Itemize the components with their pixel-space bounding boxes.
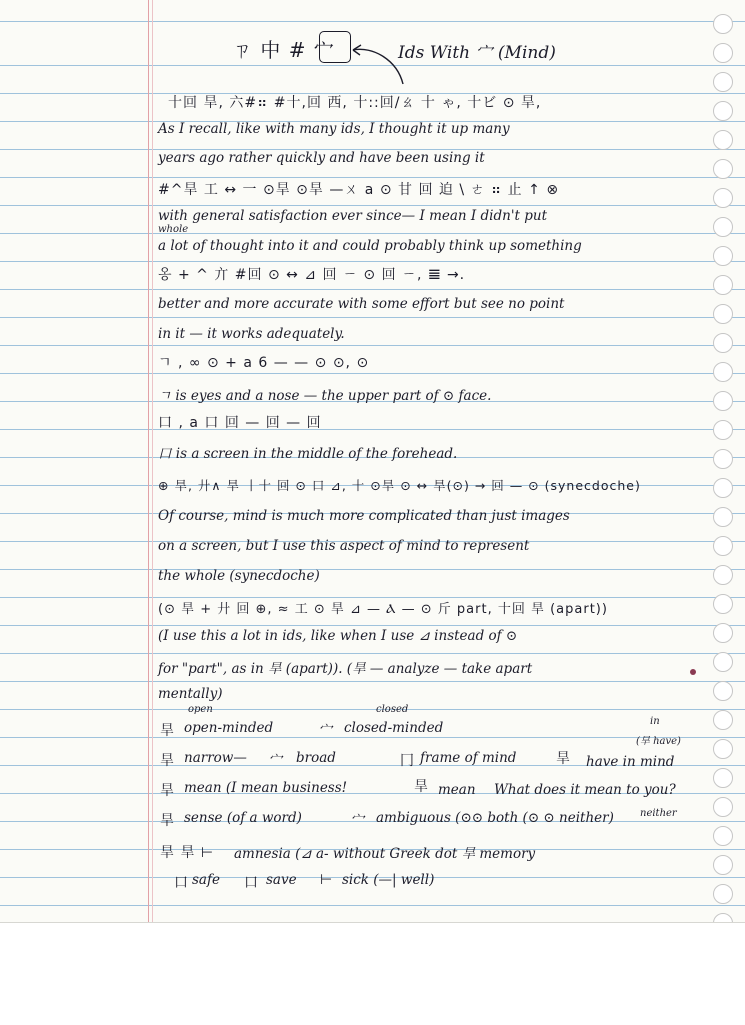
binder-hole	[713, 362, 733, 382]
text-line: in it — it works adequately.	[158, 326, 345, 342]
vocab-text: narrow—	[184, 750, 247, 766]
binder-hole	[713, 101, 733, 121]
vocab-text: open-minded	[184, 720, 274, 736]
vocab-text: safe	[192, 872, 220, 888]
text-line: on a screen, but I use this aspect of mind to represent	[158, 538, 530, 554]
text-line: As I recall, like with many ids, I thought it up many	[158, 121, 510, 137]
binder-hole	[713, 884, 733, 904]
binder-hole	[713, 623, 733, 643]
vocab-text: mean (I mean business!	[184, 780, 348, 796]
id-line: ㄱ , ∞ ⊙ + a 6 — — ⊙ ⊙, ⊙	[158, 355, 370, 371]
text-line: years ago rather quickly and have been using it	[158, 150, 485, 166]
binder-hole	[713, 391, 733, 411]
closed-note: closed	[376, 704, 409, 715]
text-line: a lot of thought into it and could probably think up something	[158, 238, 582, 254]
vocab-text: closed-minded	[344, 720, 444, 736]
vocab-glyph: 宀	[320, 723, 335, 739]
title-glyphs: ㄗ 中 # 宀	[232, 38, 335, 62]
binder-hole	[713, 594, 733, 614]
binder-hole	[713, 304, 733, 324]
id-line: #^旱 工 ↔ 一 ⊙旱 ⊙旱 —ㄨ a ⊙ 甘 回 迫 \ ㄜ ⠶ 止 ↑ ⊗	[158, 182, 560, 198]
vocab-text: ambiguous (⊙⊙ both (⊙ ⊙ neither)	[376, 810, 614, 826]
vocab-glyph: 宀	[270, 753, 285, 769]
text-line: (I use this a lot in ids, like when I use ⊿ instead of ⊙	[158, 628, 518, 644]
id-line: 十回 旱, 六#⠶ #十,回 西, 十::回/ㄠ 十 ゃ, 十ビ ⊙ 旱,	[168, 95, 542, 111]
text-line: Of course, mind is much more complicated than just images	[158, 508, 570, 524]
binder-hole	[713, 333, 733, 353]
binder-hole	[713, 652, 733, 672]
vocab-text: save	[266, 872, 297, 888]
binder-hole	[713, 130, 733, 150]
text-line: better and more accurate with some effort but see no point	[158, 296, 565, 312]
vocab-glyph: ⊢	[320, 872, 334, 888]
vocab-glyph: 旱 旱 ⊢	[160, 845, 215, 861]
binder-hole	[713, 14, 733, 34]
binder-hole	[713, 565, 733, 585]
vocab-text: frame of mind	[420, 750, 517, 766]
binder-hole	[713, 43, 733, 63]
binder-hole	[713, 855, 733, 875]
binder-hole	[713, 72, 733, 92]
binder-hole	[713, 449, 733, 469]
binder-hole	[713, 188, 733, 208]
vocab-text: have in mind	[586, 754, 675, 770]
vocab-glyph: 旱	[160, 783, 175, 799]
binder-hole	[713, 275, 733, 295]
question-text: What does it mean to you?	[494, 782, 676, 798]
vocab-text: sick (—| well)	[342, 872, 435, 888]
in-note: in	[650, 716, 660, 727]
vocab-text: broad	[296, 750, 336, 766]
text-line: with general satisfaction ever since— I mean I didn't put	[158, 208, 548, 224]
binder-hole	[713, 710, 733, 730]
vocab-glyph: 旱	[160, 753, 175, 769]
have-note: (旱 have)	[636, 736, 681, 747]
vocab-text: amnesia (⊿ a- without Greek dot 旱 memory	[234, 846, 536, 862]
text-line: mentally)	[158, 686, 223, 702]
binder-hole	[713, 478, 733, 498]
ink-dot	[690, 669, 696, 675]
text-line: ㄱ is eyes and a nose — the upper part of ⊙ face.	[158, 388, 492, 404]
vocab-glyph: 冂	[400, 753, 415, 769]
text-line: 口 is a screen in the middle of the forehead.	[158, 446, 458, 462]
vocab-text: sense (of a word)	[184, 810, 302, 826]
vocab-glyph: 旱	[414, 779, 429, 795]
neither-note: neither	[640, 808, 677, 819]
margin-line-inner	[152, 0, 153, 922]
id-line: (⊙ 旱 + 廾 回 ⊕, ≈ 工 ⊙ 旱 ⊿ — Ⲁ — ⊙ 斤 part, 十回 旱 (apart))	[158, 602, 608, 617]
binder-hole	[713, 217, 733, 237]
vocab-text: mean	[438, 782, 476, 798]
id-line: ⊕ 旱, 廾∧ 旱 丨十 回 ⊙ 口 ⊿, 十 ⊙旱 ⊙ ↔ 旱(⊙) → 回 — ⊙ (synecdoche)	[158, 478, 641, 493]
vocab-glyph: 宀	[352, 813, 367, 829]
binder-hole	[713, 681, 733, 701]
text-line: for "part", as in 旱 (apart)). (旱 — analyze — take apart	[158, 661, 533, 677]
binder-hole	[713, 739, 733, 759]
page-title: Ids With 宀 (Mind)	[398, 43, 556, 63]
binder-hole	[713, 826, 733, 846]
page-bottom-margin	[0, 922, 745, 1025]
insert-note: whole	[158, 224, 189, 235]
vocab-glyph: 旱	[556, 751, 571, 767]
id-line: 옹 + ^ 亣 #回 ⊙ ↔ ⊿ 回 ㄧ ⊙ 回 ㄧ, 𝌆 →.	[158, 267, 466, 283]
binder-holes	[701, 8, 737, 1008]
binder-hole	[713, 768, 733, 788]
vocab-glyph: 旱	[160, 813, 175, 829]
text-line: the whole (synecdoche)	[158, 568, 320, 584]
binder-hole	[713, 420, 733, 440]
id-line: 口 , a 口 回 — 回 — 回	[158, 415, 322, 431]
vocab-glyph: 口	[244, 875, 259, 891]
open-note: open	[188, 704, 213, 715]
vocab-glyph: 旱	[160, 723, 175, 739]
binder-hole	[713, 536, 733, 556]
vocab-glyph: 口	[174, 875, 189, 891]
binder-hole	[713, 797, 733, 817]
margin-line	[148, 0, 149, 922]
binder-hole	[713, 507, 733, 527]
binder-hole	[713, 159, 733, 179]
binder-hole	[713, 246, 733, 266]
